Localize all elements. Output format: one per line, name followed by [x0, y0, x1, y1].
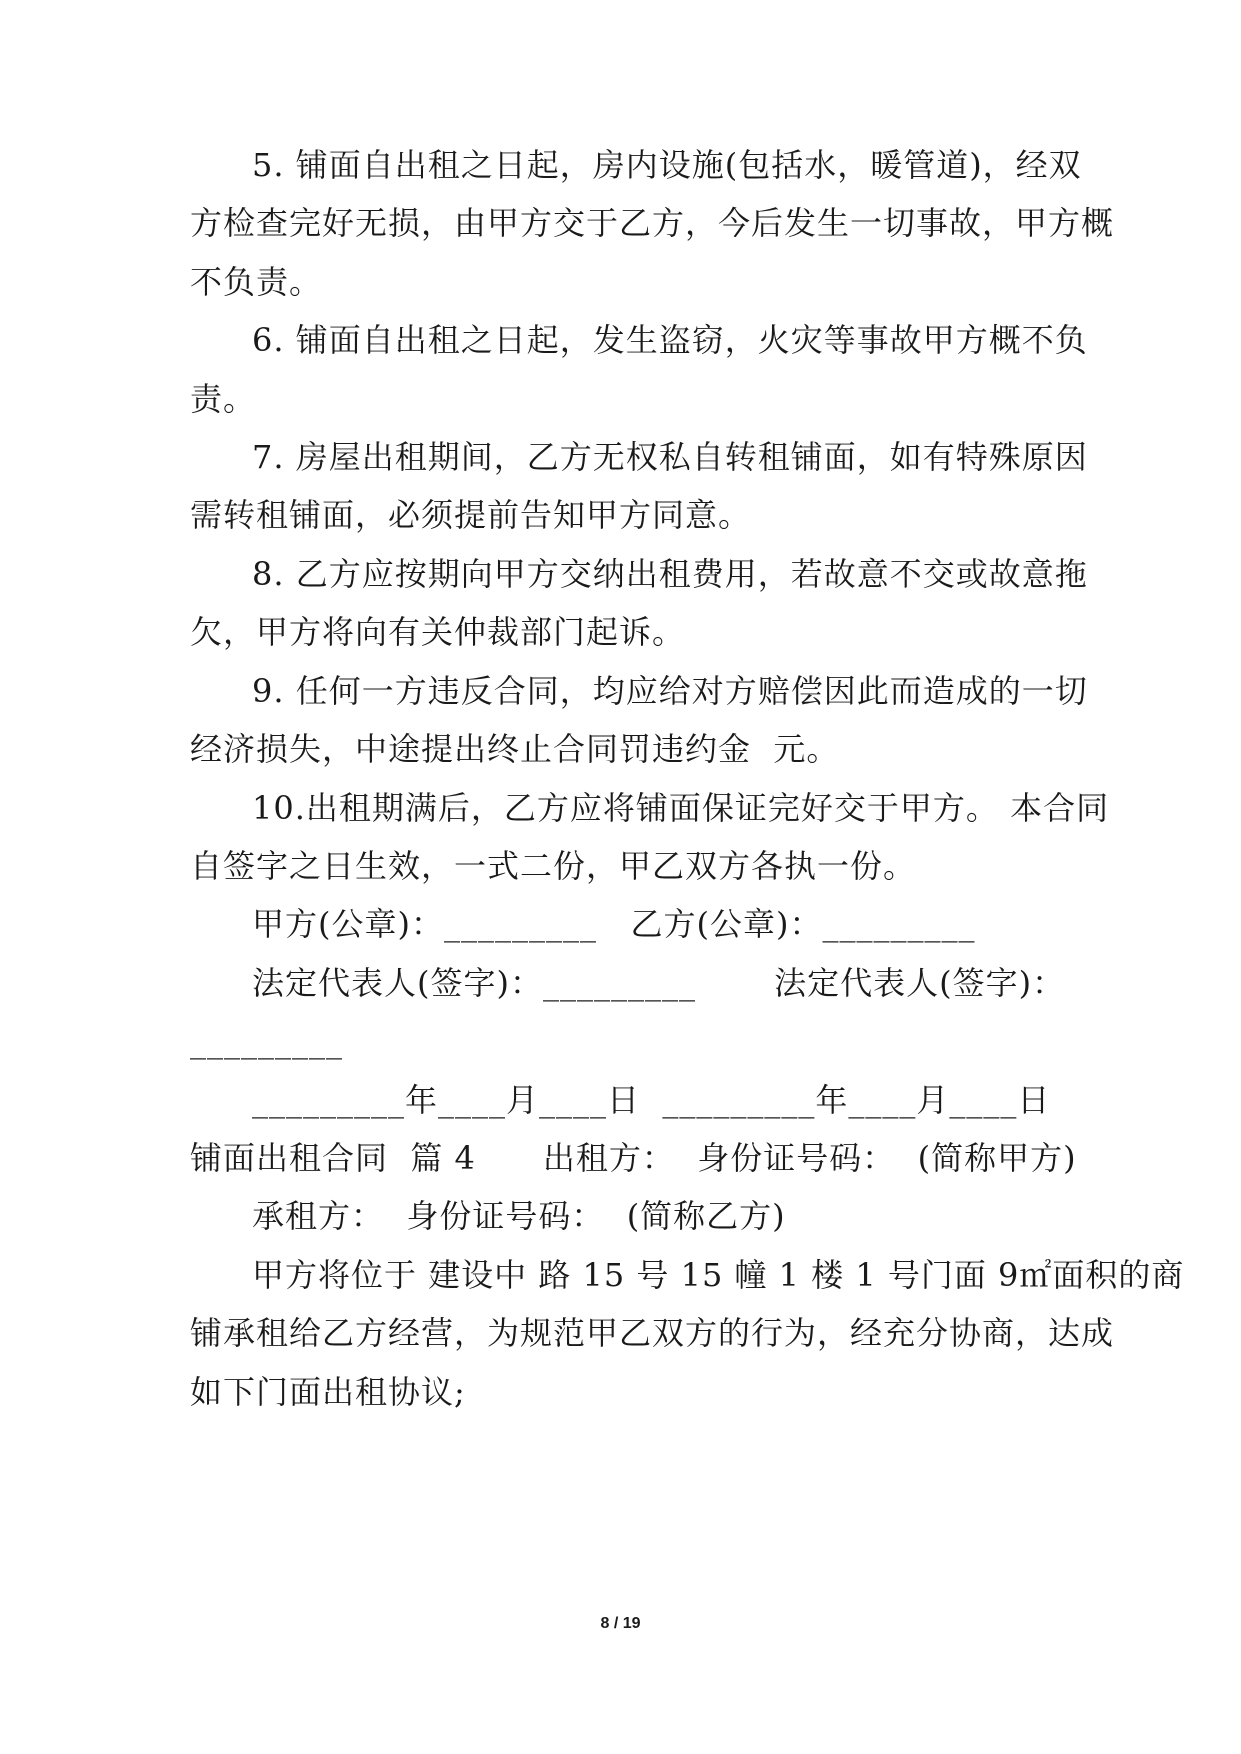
paragraph-line: 10.出租期满后，乙方应将铺面保证完好交于甲方。 本合同 [252, 789, 1110, 827]
paragraph-line: 自签字之日生效，一式二份，甲乙双方各执一份。 [190, 847, 917, 885]
paragraph-line: 8. 乙方应按期向甲方交纳出租费用，若故意不交或故意拖 [252, 555, 1088, 593]
date-line: _________年____月____日 _________年____月____日 [252, 1081, 1051, 1119]
signature-line-seal: 甲方(公章)：_________ 乙方(公章)：_________ [252, 905, 976, 943]
signature-line-blank: _________ [190, 1022, 343, 1060]
paragraph-line: 需转租铺面，必须提前告知甲方同意。 [190, 496, 752, 534]
paragraph-line: 责。 [190, 380, 257, 418]
paragraph-line: 9. 任何一方违反合同，均应给对方赔偿因此而造成的一切 [252, 672, 1088, 710]
page-number: 8 / 19 [600, 1615, 641, 1632]
paragraph-line: 7. 房屋出租期间，乙方无权私自转租铺面，如有特殊原因 [252, 438, 1088, 476]
paragraph-line: 方检查完好无损，由甲方交于乙方，今后发生一切事故，甲方概 [190, 204, 1115, 242]
paragraph-line: 铺承租给乙方经营，为规范甲乙双方的行为，经充分协商，达成 [190, 1314, 1115, 1352]
paragraph-line: 不负责。 [190, 263, 323, 301]
paragraph-line: 承租方： 身份证号码： (简称乙方) [252, 1197, 786, 1235]
section-heading-line: 铺面出租合同 篇 4 出租方： 身份证号码： (简称甲方) [190, 1139, 1077, 1177]
paragraph-line: 5. 铺面自出租之日起，房内设施(包括水，暖管道)，经双 [252, 146, 1082, 184]
paragraph-line: 经济损失，中途提出终止合同罚违约金 元。 [190, 730, 840, 768]
paragraph-line: 如下门面出租协议; [190, 1373, 466, 1411]
paragraph-line: 欠，甲方将向有关仲裁部门起诉。 [190, 613, 686, 651]
paragraph-line: 6. 铺面自出租之日起，发生盗窃，火灾等事故甲方概不负 [252, 321, 1088, 359]
paragraph-line: 甲方将位于 建设中 路 15 号 15 幢 1 楼 1 号门面 9㎡面积的商 [252, 1256, 1185, 1294]
signature-line-representative: 法定代表人(签字)：_________ 法定代表人(签字)： [252, 964, 1066, 1002]
